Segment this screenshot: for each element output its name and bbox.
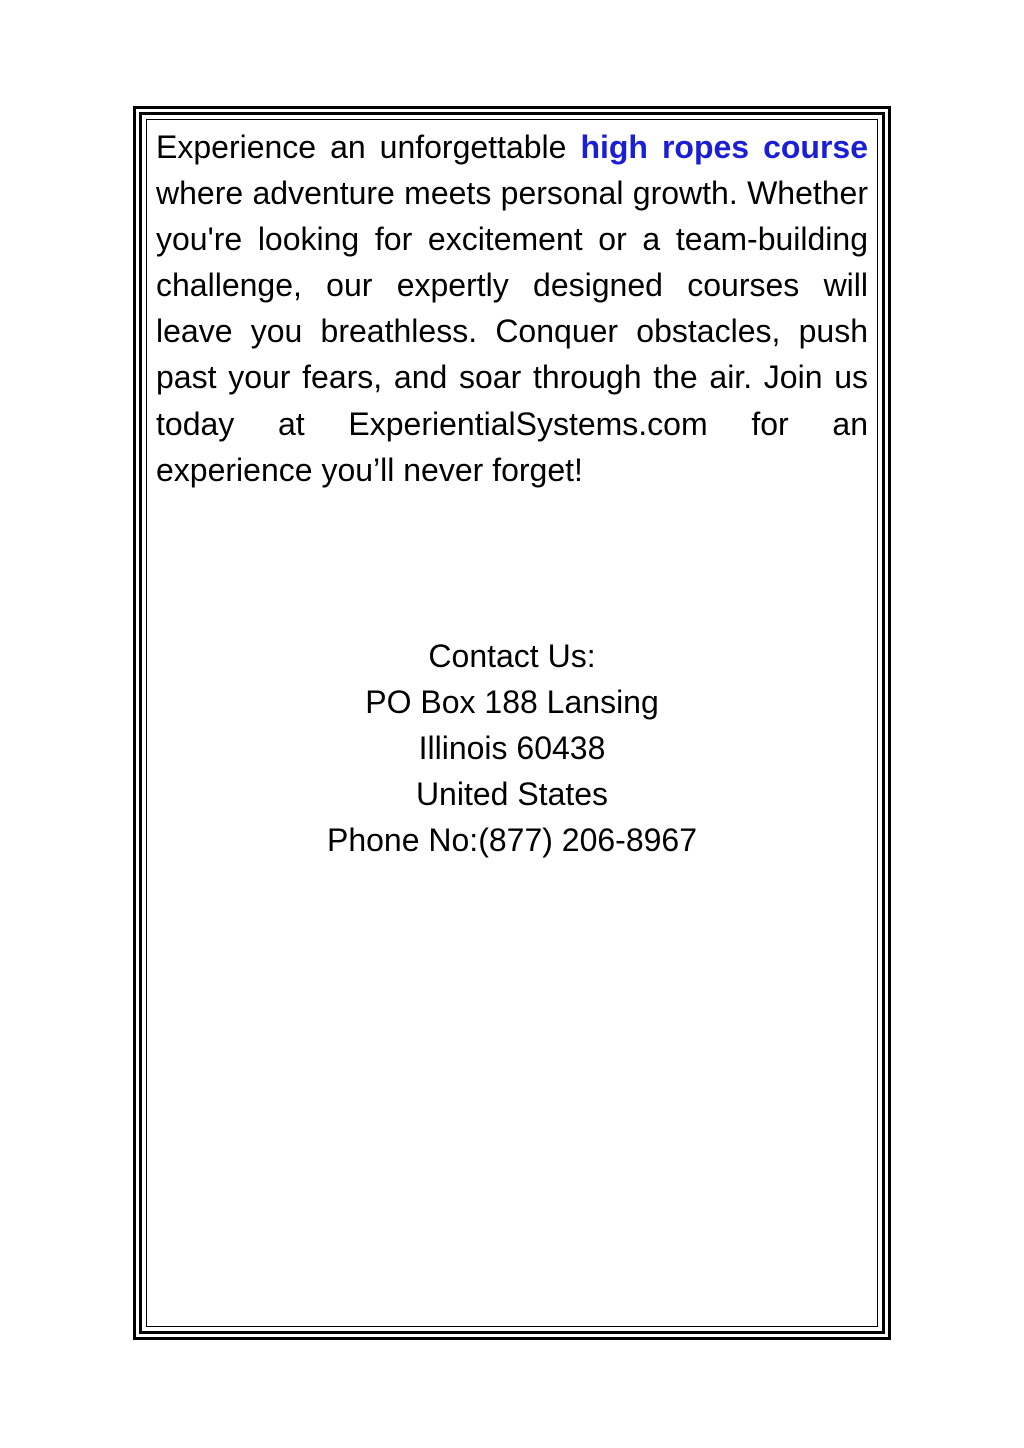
intro-paragraph <box>156 124 868 493</box>
intro-text-end: where adventure meets personal growth. Whether you're looking for excitement or a team-building challenge, our expertly designed courses will leave you breathless. Conquer obstacles, push past your fears, and soar through the air. Join us today at ExperientialSystems.com for an experience you’ll never forget! <box>156 175 868 488</box>
phone-number: Phone No:(877) 206-8967 <box>326 822 698 859</box>
contact-block <box>156 633 868 863</box>
intro-text-start: Experience an unforgettable <box>156 129 581 165</box>
country: United States <box>415 776 609 813</box>
document-content <box>156 124 868 493</box>
address-line-2: Illinois 60438 <box>418 730 606 767</box>
address-line-1: PO Box 188 Lansing <box>365 684 659 721</box>
high-ropes-course-link[interactable]: high ropes course <box>580 129 869 165</box>
contact-heading: Contact Us: <box>428 638 596 674</box>
